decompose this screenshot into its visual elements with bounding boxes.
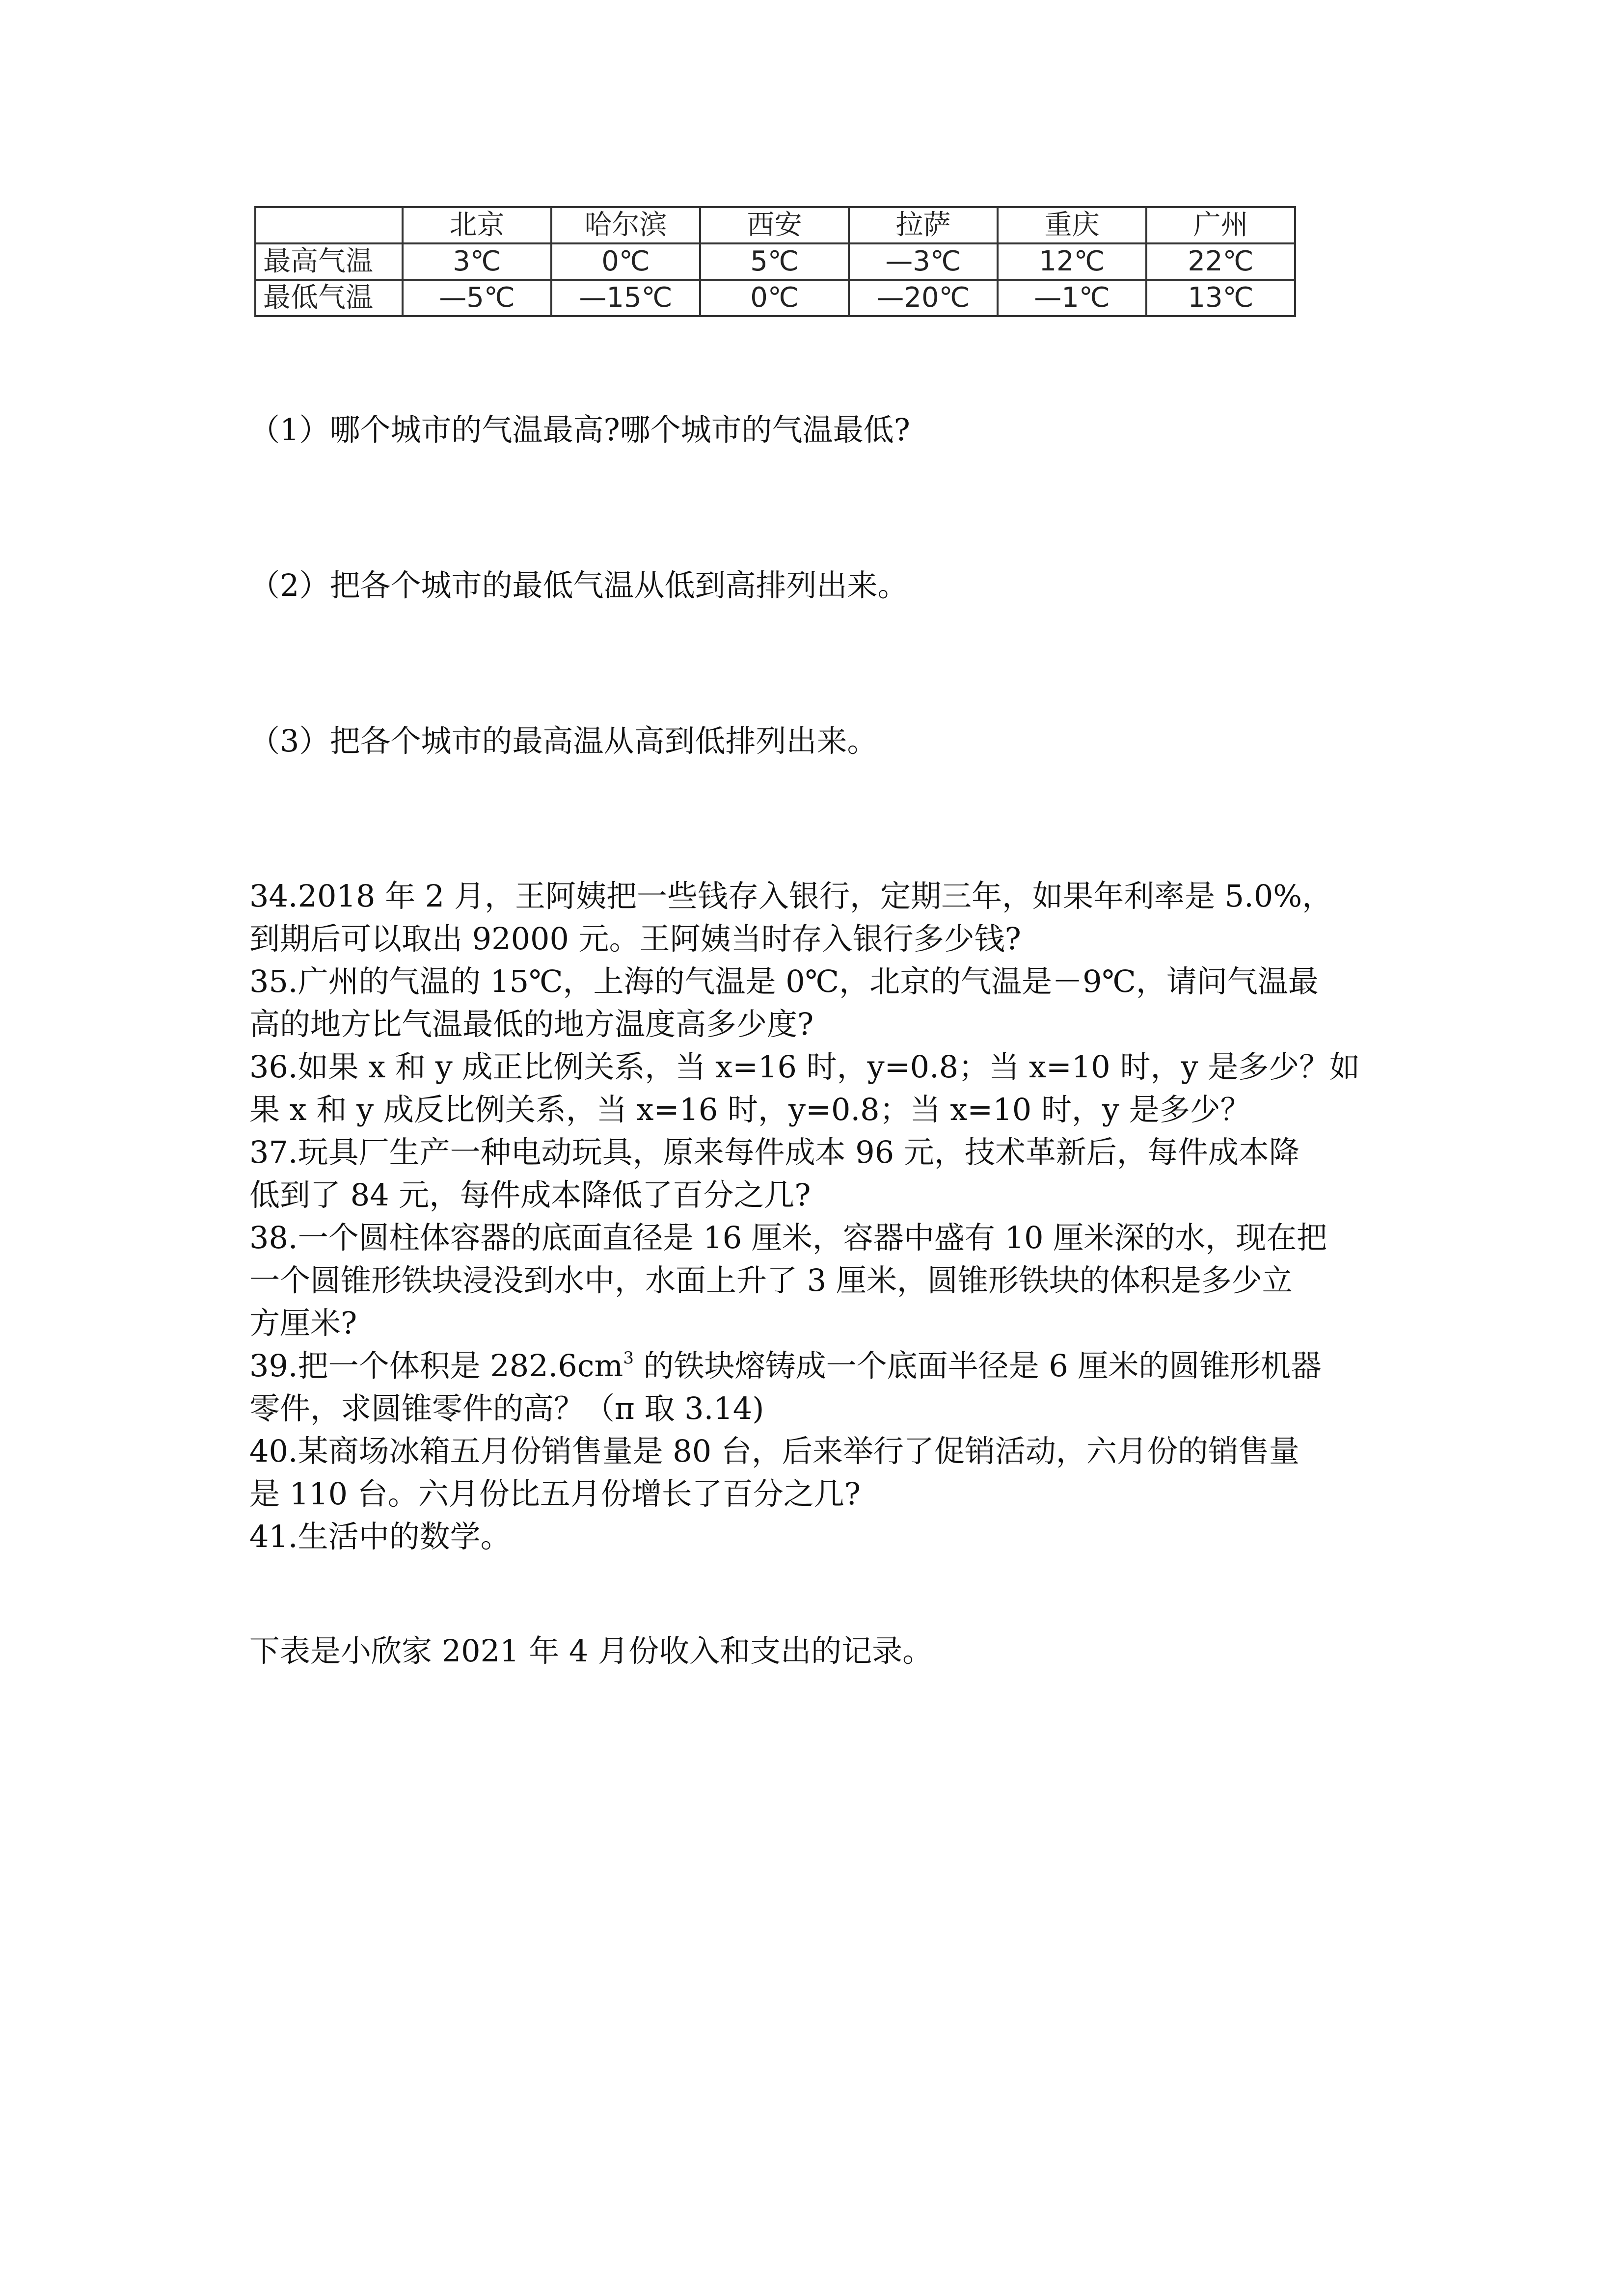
row-label: 最高气温	[255, 243, 403, 280]
table-header-cell: 广州	[1146, 207, 1295, 243]
problem-36-line-1: 36.如果 x 和 y 成正比例关系，当 x=16 时，y=0.8；当 x=10 时，y 是多少？如	[249, 1049, 1360, 1085]
table-cell: —5℃	[403, 280, 551, 316]
problem-37-line-1: 37.玩具厂生产一种电动玩具，原来每件成本 96 元，技术革新后，每件成本降	[249, 1134, 1299, 1170]
table-cell: 0℃	[700, 280, 849, 316]
problem-38-line-3: 方厘米?	[249, 1305, 357, 1341]
problem-37	[249, 1131, 1379, 1216]
problem-36-line-2: 果 x 和 y 成反比例关系，当 x=16 时，y=0.8；当 x=10 时，y 是多少？	[249, 1092, 1251, 1127]
temperature-table	[254, 206, 1296, 317]
table-cell: —15℃	[551, 280, 700, 316]
problem-34-line-2: 到期后可以取出 92000 元。王阿姨当时存入银行多少钱?	[249, 921, 1021, 957]
subquestion-1: （1）哪个城市的气温最高?哪个城市的气温最低?	[249, 412, 910, 448]
table-cell: —1℃	[998, 280, 1146, 316]
table-header-cell: 重庆	[998, 207, 1146, 243]
problem-35-line-1: 35.广州的气温的 15℃，上海的气温是 0℃，北京的气温是－9℃，请问气温最	[249, 963, 1319, 999]
problem-35-line-2: 高的地方比气温最低的地方温度高多少度?	[249, 1006, 814, 1042]
table-header-row	[255, 207, 1295, 243]
table-cell: 0℃	[551, 243, 700, 280]
table-header-cell: 拉萨	[849, 207, 998, 243]
subquestion-2: （2）把各个城市的最低气温从低到高排列出来。	[249, 567, 908, 603]
problem-39-line-2: 零件，求圆锥零件的高？（π 取 3.14)	[249, 1390, 764, 1426]
problem-40	[249, 1430, 1379, 1515]
problem-38-line-1: 38.一个圆柱体容器的底面直径是 16 厘米，容器中盛有 10 厘米深的水，现在把	[249, 1220, 1327, 1255]
problem-37-line-2: 低到了 84 元，每件成本降低了百分之几?	[249, 1177, 811, 1213]
problem-39-text: 39.把一个体积是 282.6cm	[249, 1348, 623, 1384]
table-cell: 3℃	[403, 243, 551, 280]
table-header-cell	[255, 207, 403, 243]
problem-40-line-1: 40.某商场冰箱五月份销售量是 80 台，后来举行了促销活动，六月份的销售量	[249, 1433, 1299, 1469]
problem-39-line-1	[249, 1344, 1379, 1387]
problem-40-line-2: 是 110 台。六月份比五月份增长了百分之几?	[249, 1476, 861, 1512]
problem-35	[249, 960, 1379, 1045]
table-row	[255, 280, 1295, 316]
problem-39	[249, 1344, 1379, 1430]
table-cell: —20℃	[849, 280, 998, 316]
problem-34-line-1: 34.2018 年 2 月，王阿姨把一些钱存入银行，定期三年，如果年利率是 5.0%，	[249, 878, 1333, 914]
table-cell: 5℃	[700, 243, 849, 280]
problem-34	[249, 875, 1379, 960]
subquestion-3: （3）把各个城市的最高温从高到低排列出来。	[249, 723, 878, 759]
table-cell: 22℃	[1146, 243, 1295, 280]
superscript-exponent: 3	[623, 1348, 634, 1368]
table-cell: —3℃	[849, 243, 998, 280]
row-label: 最低气温	[255, 280, 403, 316]
footer-intro-text: 下表是小欣家 2021 年 4 月份收入和支出的记录。	[249, 1633, 933, 1669]
problem-36	[249, 1045, 1379, 1131]
table-cell: 12℃	[998, 243, 1146, 280]
problem-38-line-2: 一个圆锥形铁块浸没到水中，水面上升了 3 厘米，圆锥形铁块的体积是多少立	[249, 1262, 1293, 1298]
table-header-cell: 西安	[700, 207, 849, 243]
problem-41: 41.生活中的数学。	[249, 1519, 511, 1554]
table-header-cell: 北京	[403, 207, 551, 243]
problem-39-text: 的铁块熔铸成一个底面半径是 6 厘米的圆锥形机器	[633, 1348, 1322, 1384]
table-cell: 13℃	[1146, 280, 1295, 316]
problem-38	[249, 1216, 1379, 1344]
table-header-cell: 哈尔滨	[551, 207, 700, 243]
table-row	[255, 243, 1295, 280]
